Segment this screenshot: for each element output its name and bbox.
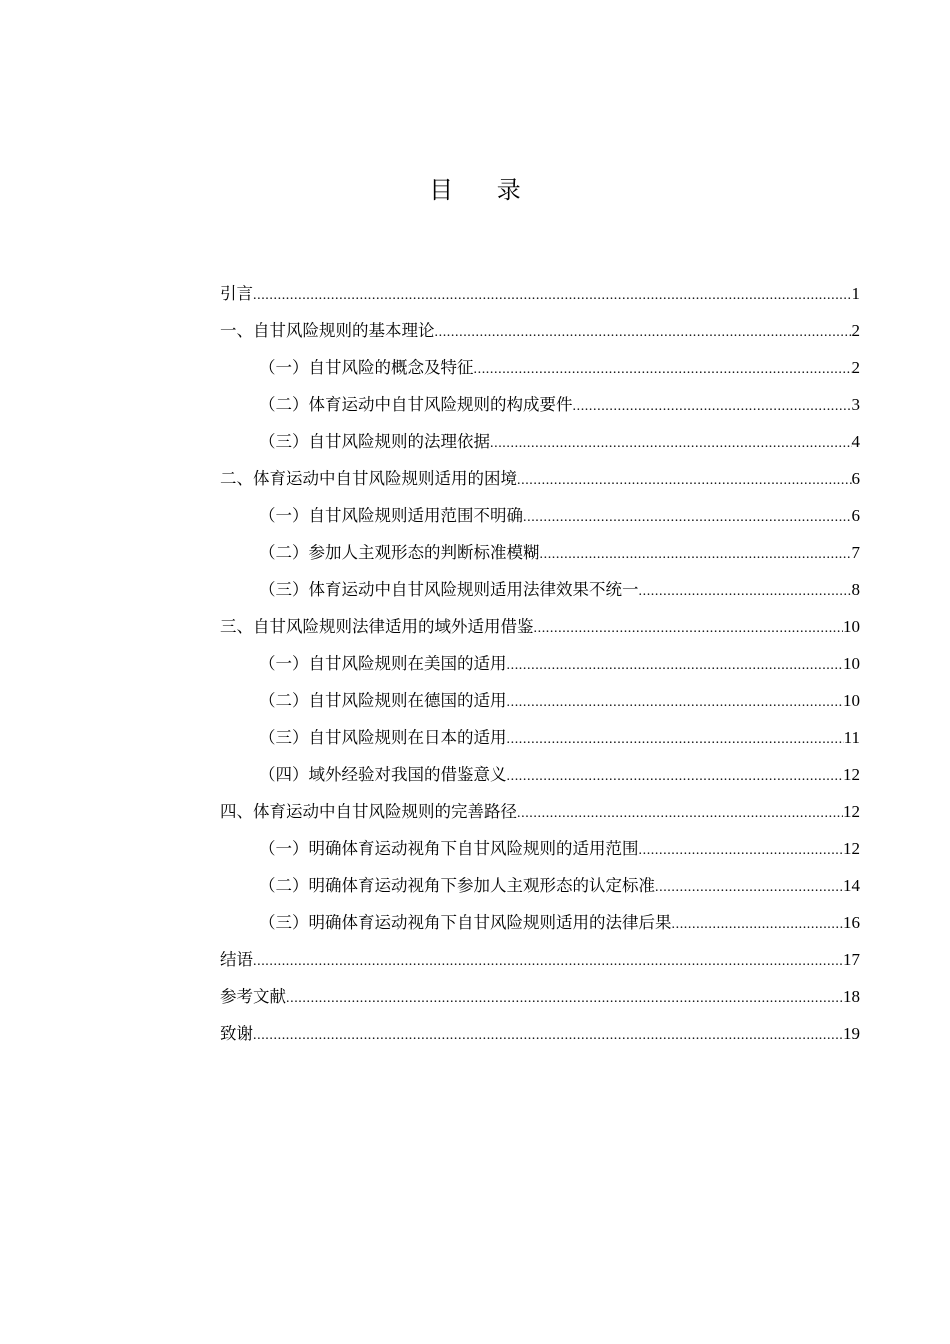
toc-subentry[interactable] [220,393,860,430]
toc-dot-leader [517,802,843,826]
toc-page-number: 8 [851,580,860,599]
toc-entry-label: （三）自甘风险规则的法理依据 [259,432,490,451]
toc-dot-leader [507,728,844,752]
toc-entry-label: （二）自甘风险规则在德国的适用 [259,691,507,710]
toc-entry-label: （一）自甘风险的概念及特征 [259,358,474,377]
toc-subentry[interactable] [220,356,860,393]
table-of-contents [220,282,860,1059]
toc-subentry[interactable] [220,504,860,541]
toc-subentry[interactable] [220,726,860,763]
toc-entry-label: （三）自甘风险规则在日本的适用 [259,728,507,747]
toc-entry-label: 致谢 [220,1024,253,1043]
toc-entry-label: （三）明确体育运动视角下自甘风险规则适用的法律后果 [259,913,672,932]
toc-subentry[interactable] [220,874,860,911]
toc-entry-label: （三）体育运动中自甘风险规则适用法律效果不统一 [259,580,639,599]
toc-dot-leader [534,617,844,641]
toc-dot-leader [474,358,852,382]
toc-dot-leader [435,321,852,345]
toc-page-number: 19 [843,1024,860,1043]
toc-entry-label: （四）域外经验对我国的借鉴意义 [259,765,507,784]
toc-dot-leader [253,1024,843,1048]
toc-entry[interactable] [220,319,860,356]
toc-page-number: 1 [851,284,860,303]
toc-subentry[interactable] [220,911,860,948]
toc-page-number: 3 [851,395,860,414]
toc-page-number: 11 [843,728,860,747]
toc-page-number: 2 [851,321,860,340]
toc-subentry[interactable] [220,652,860,689]
toc-page-number: 10 [843,654,860,673]
toc-dot-leader [639,839,844,863]
toc-page-number: 2 [851,358,860,377]
toc-subentry[interactable] [220,578,860,615]
toc-dot-leader [639,580,852,604]
toc-dot-leader [540,543,852,567]
toc-entry[interactable] [220,948,860,985]
toc-entry-label: （一）自甘风险规则在美国的适用 [259,654,507,673]
toc-page-number: 6 [851,469,860,488]
toc-page-number: 12 [843,839,860,858]
toc-page-number: 4 [851,432,860,451]
toc-dot-leader [573,395,852,419]
toc-subentry[interactable] [220,541,860,578]
toc-entry-label: 引言 [220,284,253,303]
toc-page-number: 16 [843,913,860,932]
toc-entry-label: （二）体育运动中自甘风险规则的构成要件 [259,395,573,414]
toc-dot-leader [253,284,852,308]
toc-entry[interactable] [220,800,860,837]
toc-dot-leader [507,654,844,678]
page-title: 目 录 [429,176,539,204]
toc-dot-leader [253,950,843,974]
toc-dot-leader [655,876,843,900]
toc-subentry[interactable] [220,837,860,874]
toc-dot-leader [672,913,844,937]
toc-entry-label: 一、自甘风险规则的基本理论 [220,321,435,340]
toc-entry-label: 参考文献 [220,987,286,1006]
toc-subentry[interactable] [220,689,860,726]
toc-entry-label: （一）自甘风险规则适用范围不明确 [259,506,523,525]
toc-entry[interactable] [220,1022,860,1059]
toc-dot-leader [490,432,852,456]
toc-subentry[interactable] [220,430,860,467]
toc-page-number: 10 [843,691,860,710]
toc-entry-label: 结语 [220,950,253,969]
toc-page-number: 17 [843,950,860,969]
toc-page-number: 12 [843,765,860,784]
toc-page-number: 12 [843,802,860,821]
toc-page-number: 18 [843,987,860,1006]
toc-dot-leader [507,691,844,715]
toc-page-number: 10 [843,617,860,636]
toc-entry[interactable] [220,985,860,1022]
toc-page-number: 14 [843,876,860,895]
toc-dot-leader [286,987,843,1011]
toc-entry-label: 二、体育运动中自甘风险规则适用的困境 [220,469,517,488]
toc-entry-label: （二）参加人主观形态的判断标准模糊 [259,543,540,562]
toc-subentry[interactable] [220,763,860,800]
toc-dot-leader [523,506,852,530]
toc-entry-label: （二）明确体育运动视角下参加人主观形态的认定标准 [259,876,655,895]
toc-entry-label: 三、自甘风险规则法律适用的域外适用借鉴 [220,617,534,636]
toc-entry-label: （一）明确体育运动视角下自甘风险规则的适用范围 [259,839,639,858]
toc-page-number: 7 [851,543,860,562]
toc-entry-label: 四、体育运动中自甘风险规则的完善路径 [220,802,517,821]
toc-entry[interactable] [220,467,860,504]
toc-dot-leader [507,765,844,789]
toc-entry[interactable] [220,615,860,652]
toc-dot-leader [517,469,852,493]
toc-page-number: 6 [851,506,860,525]
toc-entry[interactable] [220,282,860,319]
